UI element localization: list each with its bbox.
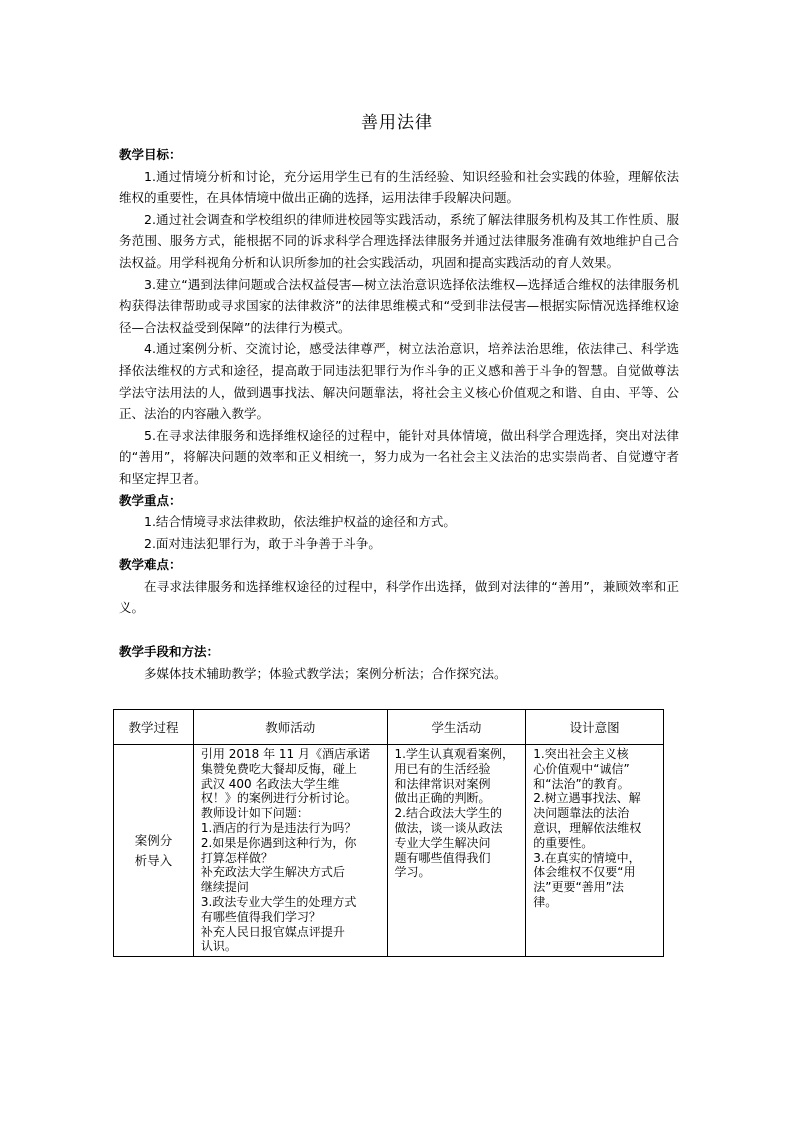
teacher-line: 有哪些值得我们学习？ <box>200 909 321 924</box>
student-line: 做法，谈一谈从政法 <box>394 820 503 835</box>
stage-cell <box>114 745 194 957</box>
design-line: 和“法治”的教育。 <box>533 776 630 791</box>
design-line: 心价值观中“诚信” <box>533 761 630 776</box>
objective-item: 2.通过社会调查和学校组织的律师进校园等实践活动，系统了解法律服务机构及其工作性质、服务范围、服务方式，能根据不同的诉求科学合理选择法律服务并通过法律服务准确有效地维护自己合法权益。用学科视角分析和认识所参加的社会实践活动，巩固和提高实践活动的育人效果。 <box>119 211 679 270</box>
student-line: 学习。 <box>394 865 431 880</box>
teacher-line: 打算怎样做？ <box>200 850 273 865</box>
design-intent-cell <box>526 745 664 957</box>
teacher-line: 权！》的案例进行分析讨论。 <box>200 791 357 806</box>
key-point-item: 1.结合情境寻求法律救助，依法维护权益的途径和方式。 <box>144 514 456 530</box>
student-line: 做出正确的判断。 <box>394 791 491 806</box>
table-row <box>114 745 664 957</box>
teacher-activity-cell <box>193 745 387 957</box>
student-line: 专业大学生解决问 <box>394 835 491 850</box>
student-line: 题有哪些值得我们 <box>394 850 491 865</box>
student-activity-cell <box>387 745 526 957</box>
student-line: 和法律常识对案例 <box>394 776 491 791</box>
key-points-heading: 教学重点： <box>119 492 182 508</box>
student-line: 用已有的生活经验 <box>394 761 491 776</box>
teacher-line: 补充人民日报官媒点评提升 <box>200 924 345 939</box>
key-point-item: 2.面对违法犯罪行为，敢于斗争善于斗争。 <box>144 535 381 551</box>
objective-item: 4.通过案例分析、交流讨论，感受法律尊严，树立法治意识，培养法治思维，依法律己、科学选择依法维权的方式和途径，提高敢于同违法犯罪行为作斗争的正义感和善于斗争的智慧。自觉做尊法学法守法用法的人，做到遇事找法、解决问题靠法，将社会主义核心价值观之和谐、自由、平等、公正、法治的内容融入教学。 <box>119 341 679 422</box>
teacher-line: 2.如果是你遇到这种行为，你 <box>200 835 357 850</box>
teacher-line: 3.政法专业大学生的处理方式 <box>200 894 357 909</box>
design-line: 意识，理解依法维权 <box>533 820 642 835</box>
header-teacher-activity: 教师活动 <box>193 710 387 745</box>
design-line: 律。 <box>533 894 558 909</box>
difficulties-text: 在寻求法律服务和选择维权途径的过程中，科学作出选择，做到对法律的“善用”，兼顾效率和正义。 <box>119 578 679 616</box>
design-line: 决问题靠法的法治 <box>533 806 630 821</box>
header-design-intent: 设计意图 <box>526 710 664 745</box>
design-line: 1.突出社会主义核 <box>533 747 629 761</box>
stage-label: 案例分析导入 <box>134 832 173 868</box>
objectives-heading: 教学目标： <box>119 147 182 162</box>
design-line: 3.在真实的情境中， <box>533 850 641 865</box>
objective-item: 5.在寻求法律服务和选择维权途径的过程中，能针对具体情境，做出科学合理选择，突出对法律的“善用”，将解决问题的效率和正义相统一，努力成为一名社会主义法治的忠实崇尚者、自觉遵守者和坚定捍卫者。 <box>119 427 679 486</box>
difficulties-heading: 教学难点： <box>119 557 182 573</box>
teacher-line: 集赞免费吃大餐却反悔，碰上 <box>200 761 357 776</box>
design-line: 体会维权不仅要“用 <box>533 865 636 880</box>
student-activity-text <box>388 745 526 882</box>
teacher-line: 认识。 <box>200 939 237 954</box>
lesson-process-table <box>113 709 664 957</box>
section-spacer <box>119 619 679 641</box>
teacher-activity-text <box>194 745 387 956</box>
design-line: 的重要性。 <box>533 835 594 850</box>
objective-item: 1.通过情境分析和讨论，充分运用学生已有的生活经验、知识经验和社会实践的体验，理解依法维权的重要性，在具体情境中做出正确的选择，运用法律手段解决问题。 <box>119 168 679 206</box>
teacher-line: 1.酒店的行为是违法行为吗？ <box>200 820 357 835</box>
design-intent-text <box>526 745 663 912</box>
header-process: 教学过程 <box>114 710 194 745</box>
teacher-line: 继续提问 <box>200 880 249 895</box>
teacher-line: 教师设计如下问题： <box>200 806 309 821</box>
document-body <box>119 144 679 684</box>
objective-item: 3.建立“遇到法律问题或合法权益侵害—树立法治意识选择依法维权—选择适合维权的法律服务机构获得法律帮助或寻求国家的法律救济”的法律思维模式和“受到非法侵害—根据实际情况选择维权途径—合法权益受到保障”的法律行为模式。 <box>119 276 679 335</box>
student-line: 2.结合政法大学生的 <box>394 806 502 821</box>
header-student-activity: 学生活动 <box>387 710 526 745</box>
teacher-line: 补充政法大学生解决方式后 <box>200 865 345 880</box>
student-line: 1.学生认真观看案例， <box>394 747 514 761</box>
methods-heading: 教学手段和方法： <box>119 644 220 660</box>
teacher-line: 引用 2018 年 11 月《酒店承诺 <box>200 747 370 761</box>
methods-text: 多媒体技术辅助教学；体验式教学法；案例分析法；合作探究法。 <box>144 665 507 681</box>
table-header-row <box>114 710 664 745</box>
design-line: 2.树立遇事找法、解 <box>533 791 641 806</box>
teacher-line: 武汉 400 名政法大学生维 <box>200 776 340 791</box>
design-line: 法”更要“善用”法 <box>533 880 624 895</box>
page-title: 善用法律 <box>361 113 433 133</box>
